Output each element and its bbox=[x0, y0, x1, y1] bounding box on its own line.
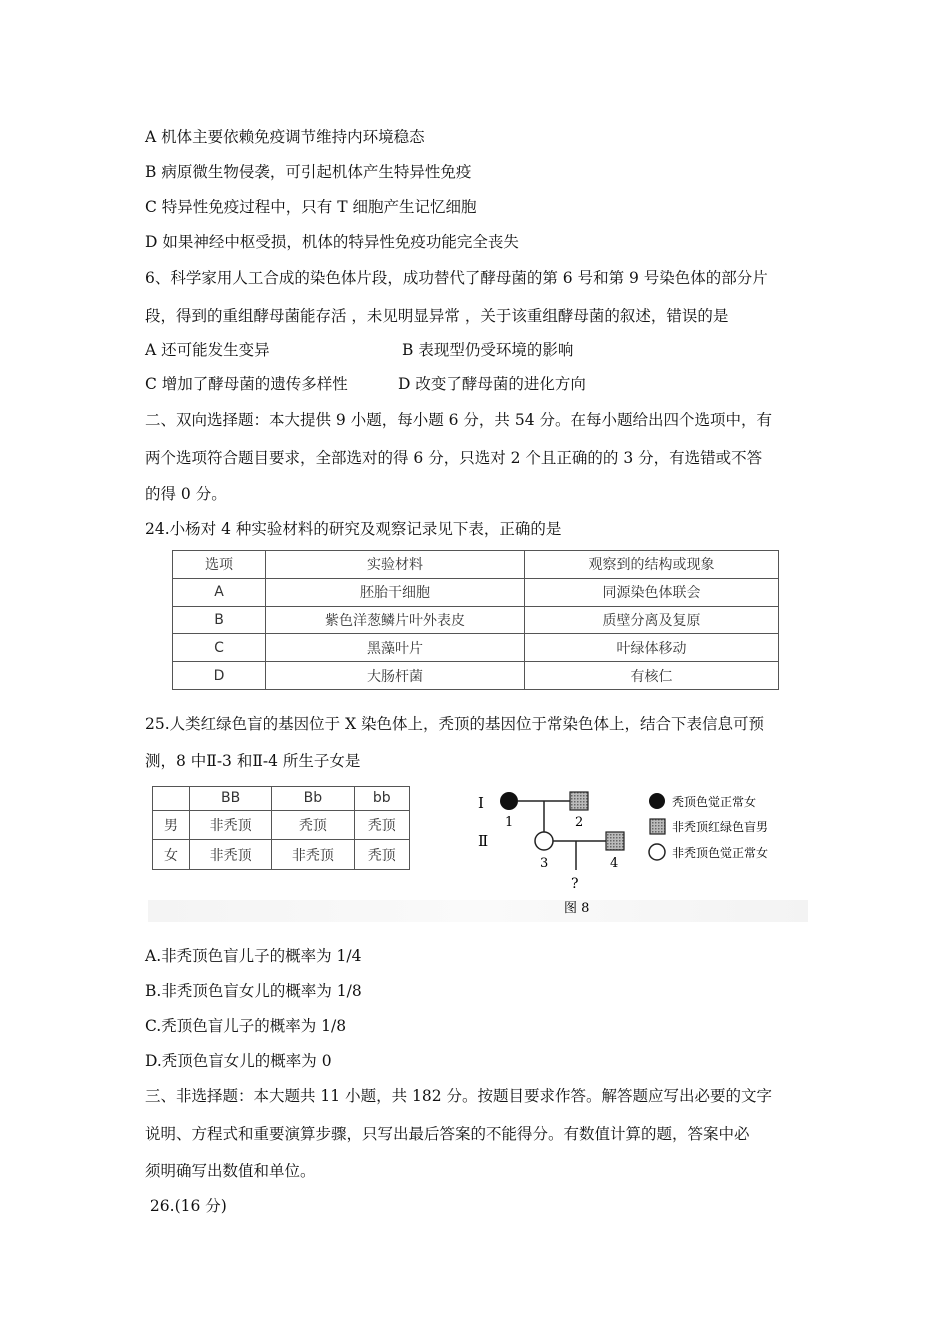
section2-line2: 两个选项符合题目要求，全部选对的得 6 分，只选对 2 个且正确的的 3 分，有选错或不答 bbox=[145, 449, 763, 467]
q5-option-c: C 特异性免疫过程中，只有 T 细胞产生记忆细胞 bbox=[145, 198, 477, 216]
table-header-cell: 选项 bbox=[173, 551, 266, 579]
table-cell: B bbox=[173, 606, 266, 634]
table-row bbox=[173, 634, 779, 662]
table-cell: 男 bbox=[153, 810, 190, 840]
table-cell: 叶绿体移动 bbox=[525, 634, 779, 662]
generation-label-2: Ⅱ bbox=[478, 832, 489, 850]
table-cell: 女 bbox=[153, 840, 190, 870]
table-row bbox=[173, 606, 779, 634]
q24-stem: 24.小杨对 4 种实验材料的研究及观察记录见下表，正确的是 bbox=[145, 520, 562, 538]
q6-stem-line1: 6、科学家用人工合成的染色体片段，成功替代了酵母菌的第 6 号和第 9 号染色体的部分片 bbox=[145, 269, 768, 287]
table-cell: 非秃顶 bbox=[190, 810, 272, 840]
table-cell: 黑藻叶片 bbox=[266, 634, 525, 662]
q25-option-b: B.非秃顶色盲女儿的概率为 1/8 bbox=[145, 982, 362, 1000]
table-cell: 秃顶 bbox=[354, 840, 410, 870]
table-cell: 秃顶 bbox=[354, 810, 410, 840]
section2-line3: 的得 0 分。 bbox=[145, 485, 227, 503]
table-cell: 非秃顶 bbox=[190, 840, 272, 870]
q6-option-b: B 表现型仍受环境的影响 bbox=[402, 341, 574, 359]
unknown-offspring-mark: ? bbox=[571, 876, 579, 892]
q5-option-d: D 如果神经中枢受损，机体的特异性免疫功能完全丧失 bbox=[145, 233, 519, 251]
table-row bbox=[153, 810, 410, 840]
individual-ii3-circle-open bbox=[535, 832, 553, 850]
table-header-row bbox=[153, 787, 410, 811]
individual-number-1: 1 bbox=[505, 815, 514, 830]
q25-option-a: A.非秃顶色盲儿子的概率为 1/4 bbox=[145, 947, 362, 965]
q26-heading: 26.(16 分) bbox=[145, 1197, 227, 1215]
q25-option-c: C.秃顶色盲儿子的概率为 1/8 bbox=[145, 1017, 347, 1035]
table-header-cell bbox=[153, 787, 190, 811]
table-cell: 质壁分离及复原 bbox=[525, 606, 779, 634]
table-cell: 秃顶 bbox=[272, 810, 354, 840]
section3-line3: 须明确写出数值和单位。 bbox=[145, 1162, 316, 1180]
table-header-cell: BB bbox=[190, 787, 272, 811]
q25-option-d: D.秃顶色盲女儿的概率为 0 bbox=[145, 1052, 332, 1070]
pedigree-figure bbox=[460, 780, 805, 920]
q6-option-d: D 改变了酵母菌的进化方向 bbox=[398, 375, 586, 393]
table-header-cell: bb bbox=[354, 787, 410, 811]
q25-stem-line1: 25.人类红绿色盲的基因位于 X 染色体上，秃顶的基因位于常染色体上，结合下表信息可预 bbox=[145, 715, 765, 733]
table-row bbox=[153, 840, 410, 870]
section3-line1: 三、非选择题：本大题共 11 小题，共 182 分。按题目要求作答。解答题应写出必要的文字 bbox=[145, 1087, 773, 1105]
table-cell: D bbox=[173, 662, 266, 690]
q6-stem-line2: 段，得到的重组酵母菌能存活 ，未见明显异常 ，关于该重组酵母菌的叙述，错误的是 bbox=[145, 307, 729, 325]
table-cell: 非秃顶 bbox=[272, 840, 354, 870]
table-cell: 紫色洋葱鳞片叶外表皮 bbox=[266, 606, 525, 634]
table-header-row bbox=[173, 551, 779, 579]
table-row bbox=[173, 662, 779, 690]
q5-option-b: B 病原微生物侵袭，可引起机体产生特异性免疫 bbox=[145, 163, 472, 181]
legend-label-2: 非秃顶红绿色盲男 bbox=[672, 820, 769, 834]
q6-option-a: A 还可能发生变异 bbox=[145, 341, 270, 359]
individual-i2-square-hatched bbox=[570, 792, 588, 810]
table-cell: 同源染色体联会 bbox=[525, 578, 779, 606]
table-row bbox=[173, 578, 779, 606]
section2-line1: 二、双向选择题：本大提供 9 小题，每小题 6 分，共 54 分。在每小题给出四个选项中，有 bbox=[145, 411, 773, 429]
individual-number-3: 3 bbox=[540, 856, 549, 871]
individual-ii4-square-hatched bbox=[606, 832, 624, 850]
individual-number-2: 2 bbox=[575, 815, 584, 830]
table-header-cell: 实验材料 bbox=[266, 551, 525, 579]
table-header-cell: 观察到的结构或现象 bbox=[525, 551, 779, 579]
individual-number-4: 4 bbox=[610, 856, 619, 871]
table-cell: C bbox=[173, 634, 266, 662]
table-cell: 胚胎干细胞 bbox=[266, 578, 525, 606]
q5-option-a: A 机体主要依赖免疫调节维持内环境稳态 bbox=[145, 128, 425, 146]
generation-label-1: Ⅰ bbox=[478, 794, 484, 812]
table-cell: A bbox=[173, 578, 266, 606]
section3-line2: 说明、方程式和重要演算步骤，只写出最后答案的不能得分。有数值计算的题，答案中必 bbox=[145, 1125, 750, 1143]
q6-option-c: C 增加了酵母菌的遗传多样性 bbox=[145, 375, 348, 393]
legend-label-1: 秃顶色觉正常女 bbox=[672, 795, 757, 809]
legend-open-circle-icon bbox=[649, 844, 665, 860]
q24-table bbox=[172, 550, 779, 690]
legend-hatched-square-icon bbox=[650, 819, 665, 834]
figure-caption: 图 8 bbox=[564, 901, 590, 916]
q25-genotype-table bbox=[152, 786, 410, 870]
legend-filled-circle-icon bbox=[649, 793, 665, 809]
individual-i1-circle-filled bbox=[500, 792, 518, 810]
q25-stem-line2: 测，8 中Ⅱ-3 和Ⅱ-4 所生子女是 bbox=[145, 752, 361, 770]
table-cell: 大肠杆菌 bbox=[266, 662, 525, 690]
table-header-cell: Bb bbox=[272, 787, 354, 811]
legend-label-3: 非秃顶色觉正常女 bbox=[672, 846, 769, 860]
table-cell: 有核仁 bbox=[525, 662, 779, 690]
